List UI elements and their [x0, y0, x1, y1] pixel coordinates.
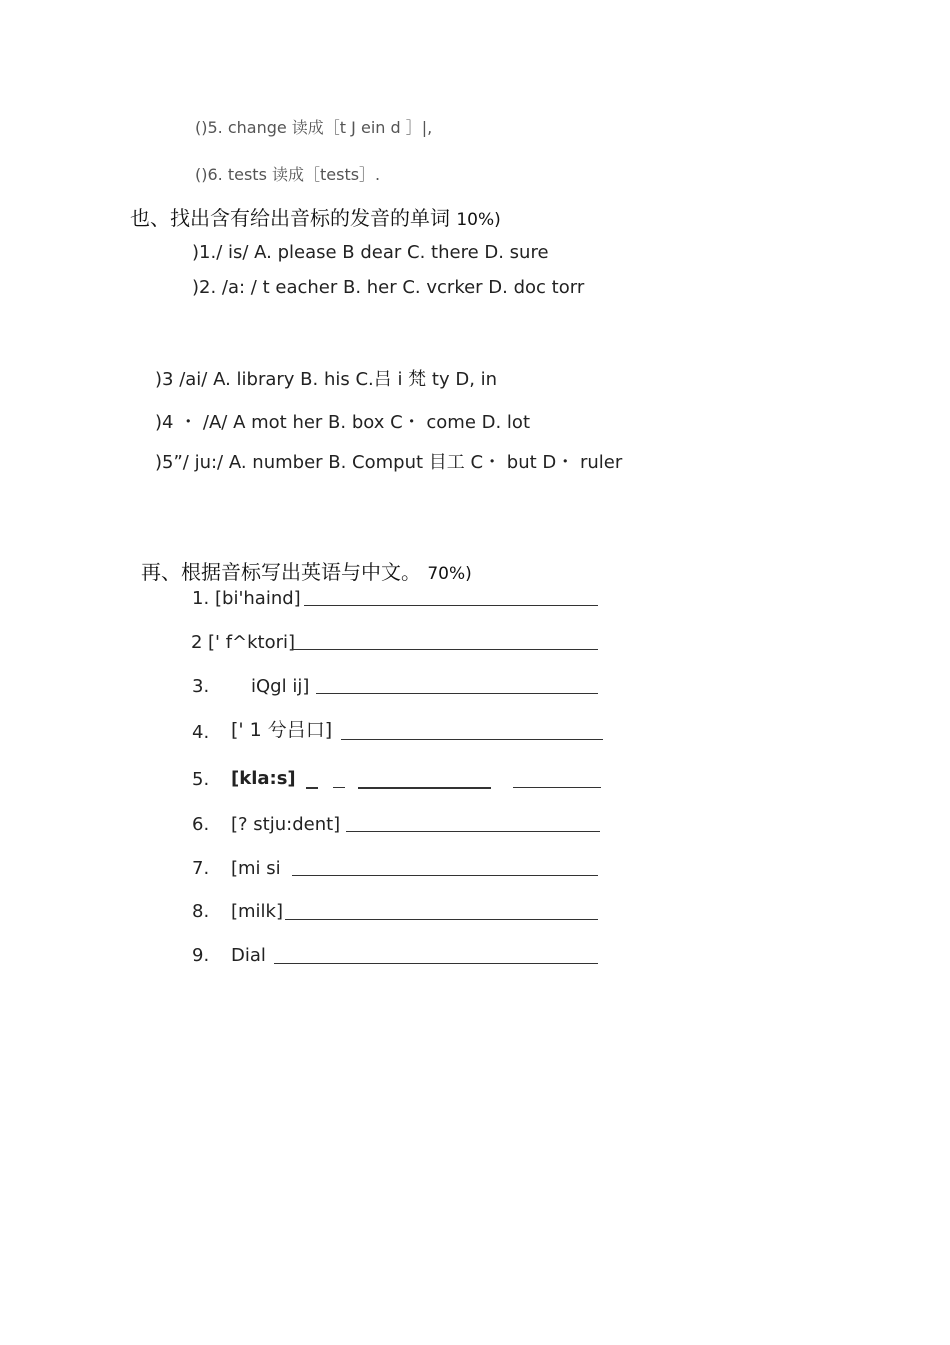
answer-line-2[interactable] [292, 649, 598, 650]
transcribe-item-2-number: 2 [191, 632, 203, 653]
transcribe-item-6-number: 6. [192, 814, 210, 835]
section4-item-2: )2. /a: / t eacher B. her C. vcrker D. doc torr [192, 277, 585, 298]
transcribe-item-6-phonetic: [? stju:dent] [231, 814, 341, 835]
answer-line-3[interactable] [316, 693, 598, 694]
transcribe-item-3-number: 3. [192, 676, 210, 697]
answer-line-7[interactable] [292, 875, 598, 876]
transcribe-item-4-number: 4. [192, 722, 210, 743]
transcribe-item-7-number: 7. [192, 858, 210, 879]
transcribe-item-9-number: 9. [192, 945, 210, 966]
transcribe-item-2-phonetic: [' f^ktori] [208, 632, 296, 653]
transcribe-item-5-number: 5. [192, 769, 210, 790]
section4-item-3: )3 /ai/ A. library B. his C.吕 i 梵 ty D, in [155, 369, 498, 390]
section5-points: 70%) [427, 564, 472, 584]
section5-title: 再、根据音标写出英语与中文。 [141, 560, 421, 584]
transcribe-item-7-phonetic: [mi si [231, 858, 281, 879]
transcribe-item-9-phonetic: Dial [231, 945, 266, 966]
section4-item-4: )4 ・ /A/ A mot her B. box C・ come D. lot [155, 412, 531, 433]
answer-line-5b[interactable] [333, 787, 345, 788]
transcribe-item-3-phonetic: iQgl ij] [251, 676, 310, 697]
answer-line-5d[interactable] [513, 787, 601, 788]
section4-item-1: )1./ is/ A. please B dear C. there D. sure [192, 242, 549, 263]
transcribe-item-5-phonetic: [kla:s] [231, 768, 296, 789]
answer-line-5c[interactable] [358, 787, 491, 789]
transcribe-item-8-phonetic: [milk] [231, 901, 284, 922]
answer-line-1[interactable] [304, 605, 598, 606]
transcribe-item-8-number: 8. [192, 901, 210, 922]
answer-line-6[interactable] [346, 831, 600, 832]
section5-heading [141, 562, 472, 583]
section4-points: 10%) [456, 210, 501, 230]
section4-heading [130, 208, 501, 229]
section4-item-5: )5”/ ju:/ A. number B. Comput 目工 C・ but D・ ruler [155, 452, 623, 473]
answer-line-4[interactable] [341, 739, 603, 740]
answer-line-5a[interactable] [306, 787, 318, 789]
transcribe-item-1-number: 1. [192, 588, 210, 609]
transcribe-item-1-phonetic: [bi'haind] [215, 588, 301, 609]
answer-line-8[interactable] [285, 919, 598, 920]
answer-line-9[interactable] [274, 963, 598, 964]
transcribe-item-4-phonetic: [' 1 兮吕口] [231, 719, 333, 741]
section4-title: 也、找出含有给出音标的发音的单词 [130, 206, 450, 230]
prev-item-6: ()6. tests 读成［tests］. [195, 165, 381, 184]
prev-item-5: ()5. change 读成［t J ein d ］|, [195, 118, 433, 137]
